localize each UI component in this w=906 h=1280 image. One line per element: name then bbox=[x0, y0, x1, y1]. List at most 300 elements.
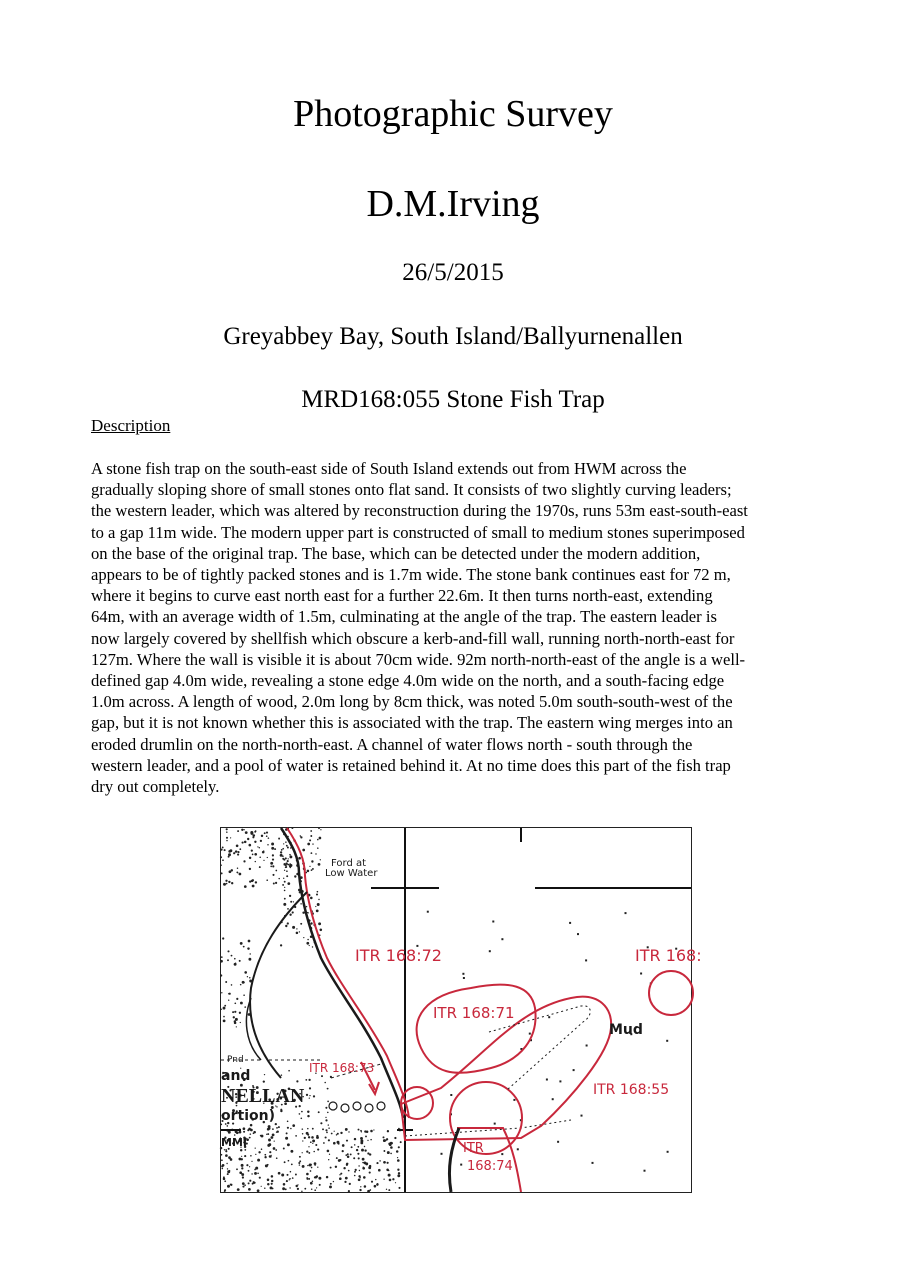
stipple-dot bbox=[276, 1130, 278, 1132]
stipple-dot bbox=[285, 925, 287, 927]
stipple-dot bbox=[282, 848, 284, 850]
stipple-dot bbox=[221, 1154, 223, 1156]
site-map bbox=[220, 827, 702, 1193]
stipple-dot bbox=[224, 1189, 226, 1191]
stipple-dot bbox=[309, 1097, 310, 1098]
stipple-dot bbox=[321, 1075, 323, 1077]
stipple-dot bbox=[307, 1115, 309, 1117]
stipple-dot bbox=[275, 870, 277, 872]
stipple-dot bbox=[270, 862, 273, 865]
stipple-dot bbox=[323, 1142, 325, 1144]
stipple-dot bbox=[308, 1152, 310, 1154]
stipple-dot bbox=[299, 1160, 301, 1162]
stipple-dot bbox=[283, 843, 284, 844]
stipple-dot bbox=[283, 878, 284, 879]
stipple-dot bbox=[228, 1000, 229, 1001]
stipple-dot bbox=[327, 1101, 329, 1103]
stipple-dot bbox=[319, 837, 322, 840]
stipple-dot bbox=[282, 884, 284, 886]
stipple-dot bbox=[220, 960, 223, 963]
description-line: 1.0m across. A length of wood, 2.0m long by 8cm thick, was noted 5.0m south-south-west of the bbox=[91, 692, 733, 712]
stipple-dot bbox=[242, 842, 244, 844]
stipple-dot bbox=[224, 1149, 225, 1150]
stipple-dot bbox=[320, 929, 323, 932]
stipple-dot bbox=[255, 1154, 256, 1155]
stipple-dot bbox=[290, 1150, 293, 1153]
stipple-dot bbox=[294, 875, 296, 877]
stipple-dot bbox=[271, 1136, 274, 1139]
stipple-dot bbox=[254, 1172, 257, 1175]
stipple-dot bbox=[287, 1143, 290, 1146]
stipple-dot bbox=[365, 1135, 367, 1137]
description-line: on the base of the original trap. The base, which can be detected under the modern addition, bbox=[91, 543, 701, 563]
stipple-dot bbox=[240, 1149, 242, 1151]
stipple-dot bbox=[342, 1150, 344, 1152]
stipple-dot bbox=[336, 1134, 337, 1135]
stipple-dot bbox=[329, 1154, 330, 1155]
stipple-dot bbox=[298, 1162, 300, 1164]
stipple-dot bbox=[290, 1128, 292, 1130]
stipple-dot bbox=[397, 1157, 398, 1158]
stipple-dot bbox=[351, 1146, 353, 1148]
townland-name: NELLAN bbox=[221, 1085, 305, 1107]
stipple-dot bbox=[302, 1140, 303, 1141]
stipple-dot bbox=[339, 1174, 340, 1175]
stipple-dot bbox=[309, 945, 310, 946]
stipple-dot bbox=[226, 837, 228, 839]
stipple-dot bbox=[310, 897, 313, 900]
stipple-dot bbox=[250, 1155, 252, 1157]
stipple-dot bbox=[280, 854, 283, 857]
stipple-dot bbox=[369, 1172, 371, 1174]
stipple-dot bbox=[248, 1170, 250, 1172]
enclosure-71 bbox=[417, 985, 536, 1073]
stipple-dot bbox=[311, 1136, 314, 1139]
stipple-dot bbox=[248, 1182, 250, 1184]
sand-dot bbox=[513, 1099, 515, 1101]
stipple-dot bbox=[288, 1160, 290, 1162]
stipple-dot bbox=[285, 841, 287, 843]
stipple-dot bbox=[354, 1144, 356, 1146]
stipple-dot bbox=[240, 942, 243, 945]
stipple-dot bbox=[334, 1131, 335, 1132]
description-line: western leader, and a pool of water is retained behind it. At no time does this part of the fish trap bbox=[91, 755, 731, 775]
stipple-dot bbox=[259, 1177, 261, 1179]
stipple-dot bbox=[305, 1079, 307, 1081]
site-circle-mid bbox=[450, 1082, 522, 1154]
pond-label: Pnd bbox=[227, 1055, 244, 1065]
stipple-dot bbox=[229, 870, 232, 873]
stipple-dot bbox=[313, 1095, 315, 1097]
stipple-dot bbox=[335, 1166, 337, 1168]
sand-dot bbox=[666, 1040, 668, 1042]
stipple-dot bbox=[243, 946, 245, 948]
stipple-dot bbox=[261, 1135, 264, 1138]
stipple-dot bbox=[364, 1130, 366, 1132]
sand-dot bbox=[581, 1115, 583, 1117]
stipple-dot bbox=[326, 1177, 328, 1179]
stipple-dot bbox=[311, 860, 313, 862]
sand-dot bbox=[644, 1170, 646, 1172]
stipple-dot bbox=[271, 847, 274, 850]
stipple-dot bbox=[325, 1129, 327, 1131]
stipple-dot bbox=[285, 857, 287, 859]
stipple-dot bbox=[287, 922, 289, 924]
stipple-dot bbox=[222, 846, 224, 848]
stipple-dot bbox=[310, 922, 312, 924]
stipple-dot bbox=[353, 1157, 355, 1159]
stipple-dot bbox=[312, 1143, 313, 1144]
stipple-dot bbox=[287, 908, 289, 910]
stipple-dot bbox=[258, 1151, 260, 1153]
stipple-dot bbox=[300, 1117, 302, 1119]
stipple-dot bbox=[312, 843, 313, 844]
stipple-dot bbox=[307, 843, 310, 846]
stipple-dot bbox=[397, 1169, 399, 1171]
stipple-dot bbox=[297, 1188, 299, 1190]
stipple-dot bbox=[318, 1111, 320, 1113]
stipple-dot bbox=[289, 914, 291, 916]
stipple-dot bbox=[236, 844, 239, 847]
stipple-dot bbox=[264, 1074, 265, 1075]
stipple-dot bbox=[244, 885, 247, 888]
stipple-dot bbox=[251, 850, 253, 852]
stipple-dot bbox=[234, 1002, 236, 1004]
stipple-dot bbox=[228, 993, 229, 994]
stipple-dot bbox=[255, 1167, 258, 1170]
stipple-dot bbox=[268, 1125, 271, 1128]
stipple-dot bbox=[299, 1164, 300, 1165]
stipple-dot bbox=[336, 1157, 338, 1159]
stipple-dot bbox=[350, 1153, 352, 1155]
stipple-dot bbox=[301, 1111, 303, 1113]
stipple-dot bbox=[312, 1128, 314, 1130]
stipple-dot bbox=[342, 1144, 345, 1147]
stipple-dot bbox=[227, 1170, 230, 1173]
stipple-dot bbox=[254, 841, 256, 843]
stipple-dot bbox=[312, 868, 314, 870]
stipple-dot bbox=[223, 1007, 226, 1010]
stipple-dot bbox=[267, 1133, 269, 1135]
stipple-dot bbox=[233, 852, 235, 854]
stipple-dot bbox=[285, 862, 287, 864]
stipple-dot bbox=[386, 1189, 387, 1190]
stipple-dot bbox=[320, 859, 321, 860]
stipple-dot bbox=[272, 1128, 274, 1130]
stipple-dot bbox=[306, 906, 308, 908]
stipple-dot bbox=[276, 1127, 278, 1129]
stipple-dot bbox=[226, 1125, 228, 1127]
stipple-dot bbox=[242, 981, 245, 984]
stipple-dot bbox=[364, 1162, 367, 1165]
sand-dot bbox=[625, 912, 627, 914]
stipple-dot bbox=[287, 1174, 289, 1176]
stipple-dot bbox=[287, 860, 289, 862]
stipple-dot bbox=[249, 1137, 251, 1139]
stipple-dot bbox=[327, 1088, 329, 1090]
stipple-dot bbox=[386, 1169, 389, 1172]
stipple-dot bbox=[376, 1162, 378, 1164]
stipple-dot bbox=[247, 838, 249, 840]
stipple-dot bbox=[307, 939, 309, 941]
stipple-dot bbox=[225, 880, 227, 882]
stipple-dot bbox=[224, 849, 226, 851]
stipple-dot bbox=[310, 852, 312, 854]
stipple-dot bbox=[339, 1177, 342, 1180]
mm-label: MMI bbox=[221, 1136, 247, 1149]
stipple-dot bbox=[242, 1186, 244, 1188]
stipple-dot bbox=[356, 1149, 358, 1151]
description-line: now largely covered by shellfish which obscure a kerb-and-fill wall, running north-north-east for bbox=[91, 628, 735, 648]
stipple-dot bbox=[308, 1178, 310, 1180]
stipple-dot bbox=[221, 1165, 223, 1167]
stipple-dot bbox=[268, 1139, 271, 1142]
stipple-dot bbox=[243, 1127, 246, 1130]
stipple-dot bbox=[367, 1140, 368, 1141]
stipple-dot bbox=[237, 851, 239, 853]
stipple-dot bbox=[297, 1184, 298, 1185]
stipple-dot bbox=[283, 1183, 286, 1186]
stipple-dot bbox=[325, 1119, 327, 1121]
stipple-dot bbox=[359, 1170, 360, 1171]
stipple-dot bbox=[376, 1183, 378, 1185]
stipple-dot bbox=[325, 1136, 327, 1138]
stipple-dot bbox=[243, 1131, 245, 1133]
stipple-dot bbox=[358, 1157, 360, 1159]
stipple-dot bbox=[227, 1173, 229, 1175]
stipple-dot bbox=[383, 1161, 386, 1164]
stipple-dot bbox=[271, 1183, 273, 1185]
sand-dot bbox=[529, 1033, 531, 1035]
stipple-dot bbox=[281, 849, 283, 851]
stipple-dot bbox=[302, 1133, 304, 1135]
stipple-dot bbox=[398, 1187, 400, 1189]
stipple-dot bbox=[386, 1138, 388, 1140]
stipple-dot bbox=[292, 926, 295, 929]
stipple-dot bbox=[245, 831, 248, 834]
stipple-dot bbox=[252, 854, 254, 856]
stipple-dot bbox=[362, 1158, 365, 1161]
sand-dot bbox=[577, 933, 579, 935]
stipple-dot bbox=[261, 1186, 262, 1187]
stipple-dot bbox=[400, 1141, 402, 1143]
stipple-dot bbox=[292, 911, 294, 913]
stipple-dot bbox=[338, 1143, 340, 1145]
stipple-dot bbox=[289, 854, 291, 856]
stipple-dot bbox=[291, 827, 293, 829]
stipple-dot bbox=[225, 1154, 228, 1157]
sand-dot bbox=[667, 1151, 669, 1153]
ford-label: Ford at bbox=[331, 858, 367, 869]
stipple-dot bbox=[236, 872, 238, 874]
stipple-dot bbox=[280, 851, 282, 853]
stipple-dot bbox=[315, 853, 316, 854]
stipple-dot bbox=[340, 1173, 342, 1175]
stipple-dot bbox=[250, 1124, 253, 1127]
stipple-dot bbox=[311, 1167, 313, 1169]
stipple-dot bbox=[240, 984, 242, 986]
stipple-dot bbox=[244, 1155, 246, 1157]
stipple-dot bbox=[360, 1189, 362, 1191]
sand-dot bbox=[427, 911, 429, 913]
stipple-dot bbox=[284, 898, 286, 900]
stipple-dot bbox=[345, 1129, 347, 1131]
stipple-dot bbox=[224, 1005, 226, 1007]
stipple-dot bbox=[357, 1153, 359, 1155]
stipple-dot bbox=[331, 1133, 333, 1135]
stipple-dot bbox=[315, 1144, 317, 1146]
stipple-dot bbox=[371, 1181, 373, 1183]
stipple-dot bbox=[378, 1169, 381, 1172]
stipple-dot bbox=[362, 1162, 363, 1163]
stipple-dot bbox=[309, 839, 311, 841]
stipple-dot bbox=[298, 857, 301, 860]
sand-dot bbox=[463, 977, 465, 979]
stipple-dot bbox=[261, 835, 263, 837]
stipple-dot bbox=[329, 1185, 332, 1188]
stipple-dot bbox=[241, 1167, 243, 1169]
stipple-dot bbox=[360, 1137, 363, 1140]
stipple-dot bbox=[317, 1167, 318, 1168]
stipple-dot bbox=[289, 855, 292, 858]
annotation-itr55: ITR 168:55 bbox=[593, 1082, 670, 1098]
stipple-dot bbox=[235, 963, 236, 964]
stipple-dot bbox=[284, 890, 286, 892]
stipple-dot bbox=[224, 1180, 226, 1182]
stipple-dot bbox=[248, 1188, 251, 1191]
stipple-dot bbox=[318, 1177, 321, 1180]
sand-dot bbox=[450, 1094, 452, 1096]
stipple-dot bbox=[249, 880, 251, 882]
sand-dot bbox=[573, 1069, 575, 1071]
stipple-dot bbox=[236, 998, 238, 1000]
stipple-dot bbox=[282, 858, 284, 860]
stipple-dot bbox=[267, 1164, 269, 1166]
stipple-dot bbox=[285, 1188, 287, 1190]
stipple-dot bbox=[257, 1159, 260, 1162]
annotation-itr-edge: ITR 168: bbox=[635, 946, 702, 965]
stipple-dot bbox=[233, 1016, 235, 1018]
stipple-dot bbox=[310, 835, 312, 837]
stipple-dot bbox=[278, 1172, 281, 1175]
stipple-dot bbox=[237, 830, 239, 832]
annotation-itr71: ITR 168:71 bbox=[433, 1004, 515, 1022]
stipple-dot bbox=[266, 879, 268, 881]
stipple-dot bbox=[273, 1147, 276, 1150]
stipple-dot bbox=[299, 1113, 301, 1115]
description-line: 64m, with an average width of 1.5m, culminating at the angle of the trap. The eastern leader is bbox=[91, 607, 717, 627]
stipple-dot bbox=[288, 858, 289, 859]
stipple-dot bbox=[275, 882, 277, 884]
stipple-dot bbox=[306, 1177, 308, 1179]
stipple-dot bbox=[293, 901, 294, 902]
stipple-dot bbox=[303, 937, 304, 938]
stipple-dot bbox=[330, 1167, 332, 1169]
stipple-dot bbox=[383, 1179, 384, 1180]
stipple-dot bbox=[254, 1131, 256, 1133]
stipple-dot bbox=[397, 1174, 400, 1177]
stipple-dot bbox=[223, 1016, 225, 1018]
stipple-dot bbox=[251, 1173, 252, 1174]
stipple-dot bbox=[363, 1167, 364, 1168]
stipple-dot bbox=[285, 866, 287, 868]
sand-dot bbox=[501, 1153, 503, 1155]
stipple-dot bbox=[241, 829, 243, 831]
stipple-dot bbox=[285, 1137, 288, 1140]
stipple-dot bbox=[307, 1128, 309, 1130]
stipple-dot bbox=[295, 1174, 297, 1176]
stipple-dot bbox=[317, 839, 319, 841]
stipple-dot bbox=[398, 1172, 400, 1174]
sand-dot bbox=[585, 959, 587, 961]
stipple-dot bbox=[318, 899, 319, 900]
stipple-dot bbox=[267, 1179, 270, 1182]
sand-dot bbox=[569, 922, 571, 924]
stipple-dot bbox=[314, 1164, 315, 1165]
stipple-dot bbox=[370, 1139, 372, 1141]
stipple-dot bbox=[272, 859, 274, 861]
stipple-dot bbox=[227, 1168, 228, 1169]
stipple-dot bbox=[328, 1127, 330, 1129]
stipple-dot bbox=[257, 1189, 260, 1192]
stipple-dot bbox=[346, 1140, 348, 1142]
stipple-dot bbox=[346, 1164, 348, 1166]
description-line: the western leader, which was altered by reconstruction during the 1970s, runs 53m east-south-east bbox=[91, 501, 748, 521]
portion-label: ortion) bbox=[221, 1108, 275, 1124]
stipple-dot bbox=[226, 1163, 227, 1164]
stipple-dot bbox=[318, 863, 321, 866]
stipple-dot bbox=[259, 866, 261, 868]
stipple-dot bbox=[273, 883, 275, 885]
stipple-dot bbox=[236, 1168, 238, 1170]
stipple-dot bbox=[282, 1187, 285, 1190]
stipple-dot bbox=[242, 1176, 244, 1178]
stipple-dot bbox=[359, 1177, 360, 1178]
stipple-dot bbox=[369, 1154, 371, 1156]
stipple-dot bbox=[259, 856, 261, 858]
stipple-dot bbox=[358, 1165, 359, 1166]
stipple-dot bbox=[264, 1156, 266, 1158]
stipple-dot bbox=[299, 1156, 301, 1158]
stipple-dot bbox=[244, 1006, 246, 1008]
stipple-dot bbox=[347, 1155, 350, 1158]
stipple-dot bbox=[306, 1132, 309, 1135]
sand-dot bbox=[492, 921, 494, 923]
stipple-dot bbox=[249, 868, 251, 870]
stipple-dot bbox=[241, 1173, 244, 1176]
stipple-dot bbox=[325, 1117, 326, 1118]
stipple-dot bbox=[272, 1188, 274, 1190]
stipple-dot bbox=[301, 1191, 302, 1192]
stipple-dot bbox=[261, 1148, 263, 1150]
stipple-dot bbox=[240, 1002, 243, 1005]
stipple-dot bbox=[390, 1153, 392, 1155]
description-line: 127m. Where the wall is visible it is about 70cm wide. 92m north-north-east of the angle is a well- bbox=[91, 649, 746, 669]
stipple-dot bbox=[223, 1020, 226, 1023]
stipple-dot bbox=[300, 903, 301, 904]
stipple-dot bbox=[289, 1187, 290, 1188]
sand-dot bbox=[517, 1148, 519, 1150]
stipple-dot bbox=[274, 1140, 275, 1141]
stipple-dot bbox=[309, 1095, 310, 1096]
stipple-dot bbox=[318, 827, 320, 829]
stipple-dot bbox=[226, 840, 227, 841]
stipple-dot bbox=[241, 1156, 242, 1157]
stipple-dot bbox=[232, 1011, 234, 1013]
stipple-dot bbox=[320, 829, 321, 830]
stipple-dot bbox=[234, 1011, 236, 1013]
stipple-dot bbox=[398, 1146, 400, 1148]
